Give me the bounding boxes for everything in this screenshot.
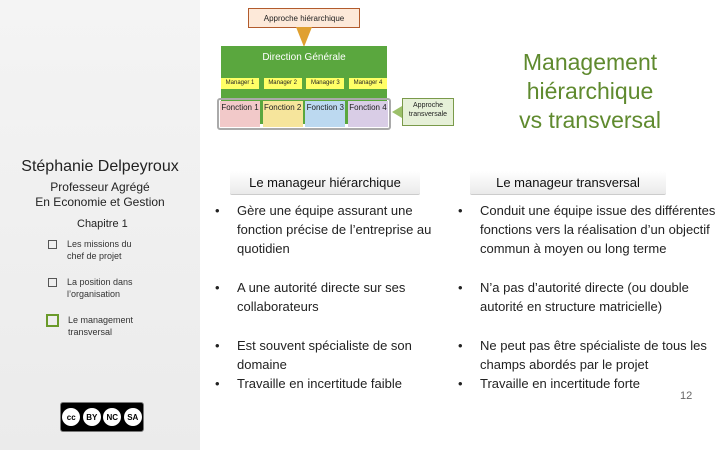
author-title-line1: Professeur Agrégé: [50, 180, 150, 194]
list-item-text: Gère une équipe assurant une fonction précise de l’entreprise au quotidien: [237, 203, 432, 256]
diagram-main-box: [221, 46, 387, 124]
manager-row: [221, 78, 387, 89]
org-diagram: [212, 8, 462, 128]
bullet-icon: •: [458, 203, 463, 218]
page-title: [470, 48, 710, 135]
page-number: 12: [680, 390, 693, 402]
down-arrow-icon: [296, 27, 312, 47]
function-box: Fonction 1: [220, 101, 260, 127]
column-head-hierarchique: Le manageur hiérarchique: [230, 171, 420, 195]
list-item: [215, 278, 455, 316]
title-line1: Management: [522, 49, 658, 75]
bullet-icon: •: [215, 376, 220, 391]
list-item-text: Ne peut pas être spécialiste de tous les champs abordés par le projet: [480, 338, 707, 372]
title-line2: hiérarchique: [526, 78, 654, 104]
function-box: Fonction 2: [263, 101, 303, 127]
list-item-text: A une autorité directe sur ses collaborateurs: [237, 280, 406, 314]
list-item: [458, 278, 720, 316]
toc-item-label: La position dans l’organisation: [67, 277, 133, 299]
list-item-text: Est souvent spécialiste de son domaine: [237, 338, 412, 372]
bullet-icon: •: [458, 376, 463, 391]
nc-icon: NC: [103, 408, 121, 426]
checkbox-icon: [48, 278, 57, 287]
bullet-icon: •: [215, 338, 220, 353]
cc-icon: cc: [62, 408, 80, 426]
list-item: [215, 201, 455, 258]
bullet-icon: •: [215, 203, 220, 218]
author-title-line2: En Economie et Gestion: [35, 195, 165, 209]
toc-item-missions[interactable]: [48, 238, 149, 262]
manager-box: Manager 3: [306, 78, 344, 89]
sa-icon: SA: [124, 408, 142, 426]
function-box: Fonction 3: [305, 101, 345, 127]
bullet-icon: •: [215, 280, 220, 295]
toc-item-position[interactable]: [48, 276, 149, 300]
chapter-label[interactable]: Chapitre 1: [77, 218, 128, 230]
checkbox-icon-active: [46, 314, 59, 327]
author-name: Stéphanie Delpeyroux: [21, 158, 179, 175]
bullet-icon: •: [458, 280, 463, 295]
function-box: Fonction 4: [348, 101, 388, 127]
list-item-text: Travaille en incertitude forte: [480, 376, 640, 391]
column-head-transversal: Le manageur transversal: [470, 171, 666, 195]
function-row: [217, 98, 391, 130]
manager-box: Manager 1: [221, 78, 259, 89]
left-arrow-icon: [392, 106, 402, 118]
author-title: [0, 180, 200, 210]
checkbox-icon: [48, 240, 57, 249]
list-item: [458, 201, 720, 258]
list-item: [458, 336, 720, 374]
list-item-text: Travaille en incertitude faible: [237, 376, 402, 391]
list-item: [215, 336, 455, 374]
list-item-text: Conduit une équipe issue des différentes fonctions vers la réalisation d’un objectif commun à moyen ou long terme: [480, 203, 716, 256]
bullet-icon: •: [458, 338, 463, 353]
diagram-side-label: Approche transversale: [402, 98, 454, 126]
toc-item-label: Les missions du chef de projet: [67, 239, 132, 261]
manager-box: Manager 4: [349, 78, 387, 89]
toc-item-management-transversal[interactable]: [48, 314, 150, 338]
by-icon: BY: [83, 408, 101, 426]
list-item-text: N’a pas d’autorité directe (ou double autorité en structure matricielle): [480, 280, 689, 314]
diagram-top-label: Approche hiérarchique: [248, 8, 360, 28]
creative-commons-logo: [60, 402, 144, 432]
diagram-main-label: Direction Générale: [262, 52, 346, 63]
list-item: [215, 374, 455, 393]
manager-box: Manager 2: [264, 78, 302, 89]
toc-item-label: Le management transversal: [68, 315, 134, 337]
title-line3: vs transversal: [519, 107, 661, 133]
